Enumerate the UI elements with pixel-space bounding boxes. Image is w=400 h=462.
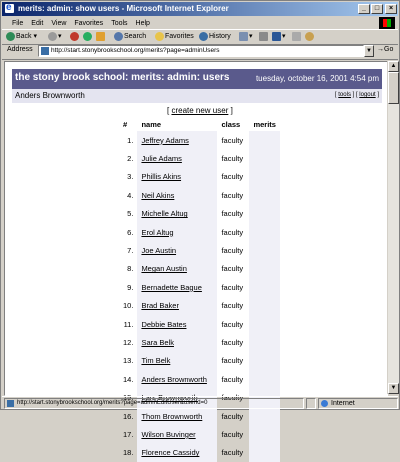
user-name-link[interactable]: Wilson Buvinger	[141, 429, 196, 439]
column-header-merits: merits	[253, 119, 276, 129]
mail-button[interactable]: ▾	[239, 31, 253, 43]
status-bar	[2, 396, 398, 410]
stop-icon	[70, 32, 79, 41]
messenger-icon	[305, 32, 314, 41]
row-number: 2.	[127, 154, 134, 164]
favorites-label: Favorites	[165, 33, 194, 40]
row-number: 4.	[127, 190, 134, 200]
row-number: 9.	[127, 282, 134, 292]
user-merits-cell	[249, 186, 280, 204]
create-new-user-link[interactable]: create new user	[171, 106, 229, 115]
table-row	[119, 278, 280, 296]
scroll-thumb[interactable]	[388, 72, 399, 104]
mail-icon	[239, 32, 248, 41]
user-name-link[interactable]: Tim Belk	[141, 356, 171, 366]
user-merits-cell	[249, 223, 280, 241]
maximize-button[interactable]: □	[371, 4, 383, 14]
table-row	[119, 425, 280, 443]
user-name-link[interactable]: Sara Belk	[141, 337, 174, 347]
user-name-cell	[137, 315, 217, 333]
row-number: 12.	[123, 337, 134, 347]
user-class-cell: faculty	[221, 209, 244, 219]
user-class-cell: faculty	[221, 172, 244, 182]
user-merits-cell	[249, 370, 280, 388]
user-name-link[interactable]: Michelle Altug	[141, 209, 188, 219]
user-merits-cell	[249, 444, 280, 462]
page-title: the stony brook school: merits: admin: users	[15, 72, 230, 83]
home-icon	[96, 32, 105, 41]
discuss-button[interactable]	[292, 31, 302, 43]
user-name-link[interactable]: Anders Brownworth	[141, 374, 207, 384]
user-name-cell	[137, 444, 217, 462]
user-name-link[interactable]: Lars Brownworth	[141, 393, 198, 403]
menu-help[interactable]: Help	[135, 20, 150, 27]
discuss-icon	[292, 32, 301, 41]
user-name-cell	[137, 370, 217, 388]
user-class-cell: faculty	[221, 227, 244, 237]
user-name-link[interactable]: Jeffrey Adams	[141, 135, 189, 145]
user-name-link[interactable]: Bernadette Bague	[141, 282, 202, 292]
row-number: 5.	[127, 209, 134, 219]
user-name-cell	[137, 168, 217, 186]
table-row	[119, 241, 280, 259]
toolbar	[2, 29, 398, 45]
row-number: 14.	[123, 374, 134, 384]
home-button[interactable]	[96, 31, 106, 43]
search-icon	[114, 32, 123, 41]
row-number: 18.	[123, 448, 134, 458]
forward-button[interactable]: ▾	[48, 31, 62, 43]
menu-bar	[2, 16, 398, 29]
user-class-cell: faculty	[221, 356, 244, 366]
favorites-icon	[155, 32, 164, 41]
back-arrow-icon	[6, 32, 15, 41]
row-number: 10.	[123, 301, 134, 311]
create-user-wrapper: [ create new user ]	[167, 106, 233, 115]
user-name-cell	[137, 260, 217, 278]
menu-favorites[interactable]: Favorites	[74, 20, 104, 27]
history-label: History	[209, 33, 231, 40]
address-bar	[2, 44, 398, 60]
status-zone: Internet	[318, 398, 398, 409]
user-merits-cell	[249, 241, 280, 259]
row-number: 3.	[127, 172, 134, 182]
user-class-cell: faculty	[221, 429, 244, 439]
user-name-link[interactable]: Debbie Bates	[141, 319, 187, 329]
search-button[interactable]	[114, 31, 146, 43]
user-merits-cell	[249, 278, 280, 296]
table-row	[119, 370, 280, 388]
table-row	[119, 315, 280, 333]
refresh-button[interactable]	[83, 31, 93, 43]
table-row	[119, 333, 280, 351]
user-name-cell	[137, 425, 217, 443]
column-header-name: name	[141, 119, 162, 129]
user-class-cell: faculty	[221, 411, 244, 421]
menu-tools[interactable]: Tools	[111, 20, 128, 27]
windows-logo-icon	[379, 17, 395, 29]
word-icon	[272, 32, 281, 41]
messenger-button[interactable]	[305, 31, 315, 43]
minimize-button[interactable]: _	[358, 4, 370, 14]
forward-arrow-icon	[48, 32, 57, 41]
back-label: Back	[16, 33, 32, 40]
user-class-cell: faculty	[221, 301, 244, 311]
user-links: [ tools ] [ logout ]	[334, 92, 379, 98]
stop-button[interactable]	[70, 31, 80, 43]
user-name-cell	[137, 333, 217, 351]
title-bar	[2, 2, 398, 16]
user-name-cell	[137, 149, 217, 167]
user-name-link[interactable]: Erol Altug	[141, 227, 174, 237]
back-button[interactable]: Back ▾	[6, 31, 37, 43]
row-number: 17.	[123, 429, 134, 439]
window-title: merits: admin: show users - Microsoft Internet Explorer	[18, 4, 229, 13]
user-class-cell: faculty	[221, 374, 244, 384]
status-panel	[306, 398, 316, 409]
edit-button[interactable]: ▾	[272, 31, 286, 43]
table-row	[119, 444, 280, 462]
user-merits-cell	[249, 260, 280, 278]
go-button[interactable]: →Go	[377, 46, 394, 53]
search-label: Search	[124, 33, 147, 40]
user-name-cell	[137, 186, 217, 204]
menu-view[interactable]: View	[51, 20, 67, 27]
vertical-scrollbar[interactable]	[387, 61, 399, 394]
address-label: Address	[7, 46, 33, 53]
user-class-cell: faculty	[221, 393, 244, 403]
favorites-button[interactable]	[155, 31, 194, 43]
table-row	[119, 168, 280, 186]
table-row	[119, 223, 280, 241]
address-url: http://start.stonybrookschool.org/merits?page=adminUsers	[51, 47, 220, 54]
user-name-link[interactable]: Thom Brownworth	[141, 411, 203, 421]
user-name-cell	[137, 297, 217, 315]
tools-link[interactable]: tools	[338, 92, 351, 98]
user-name-cell	[137, 223, 217, 241]
user-name-cell	[137, 131, 217, 149]
user-name-cell	[137, 278, 217, 296]
go-label: Go	[384, 46, 394, 53]
print-button[interactable]	[259, 31, 269, 43]
scroll-down-button[interactable]: ▼	[388, 383, 399, 394]
user-class-cell: faculty	[221, 448, 244, 458]
row-number: 16.	[123, 411, 134, 421]
user-merits-cell	[249, 333, 280, 351]
print-icon	[259, 32, 268, 41]
user-merits-cell	[249, 168, 280, 186]
table-row	[119, 186, 280, 204]
user-class-cell: faculty	[221, 154, 244, 164]
table-header-row	[119, 117, 280, 131]
history-icon	[199, 32, 208, 41]
column-header-class: class	[221, 119, 241, 129]
user-name-link[interactable]: Julie Adams	[141, 154, 182, 164]
table-row	[119, 260, 280, 278]
user-merits-cell	[249, 297, 280, 315]
current-user: Anders Brownworth	[15, 91, 85, 100]
column-header-num: #	[123, 119, 128, 129]
refresh-icon	[83, 32, 92, 41]
logout-link[interactable]: logout	[359, 92, 376, 98]
row-number: 8.	[127, 264, 134, 274]
user-class-cell: faculty	[221, 264, 244, 274]
user-name-cell	[137, 352, 217, 370]
row-number: 11.	[123, 319, 134, 329]
table-row	[119, 131, 280, 149]
address-dropdown[interactable]: ▼	[364, 45, 374, 57]
user-class-cell: faculty	[221, 319, 244, 329]
row-number: 7.	[127, 246, 134, 256]
page-datetime: tuesday, october 16, 2001 4:54 pm	[255, 74, 379, 83]
user-merits-cell	[249, 315, 280, 333]
user-name-link[interactable]: Megan Austin	[141, 264, 187, 274]
table-row	[119, 149, 280, 167]
user-merits-cell	[249, 131, 280, 149]
user-merits-cell	[249, 205, 280, 223]
user-merits-cell	[249, 352, 280, 370]
users-table	[119, 117, 280, 462]
user-class-cell: faculty	[221, 190, 244, 200]
user-class-cell: faculty	[221, 282, 244, 292]
close-button[interactable]: ×	[385, 4, 397, 14]
user-name-link[interactable]: Neil Akins	[141, 190, 175, 200]
scroll-up-button[interactable]: ▲	[388, 61, 399, 72]
user-name-link[interactable]: Brad Baker	[141, 301, 179, 311]
page-icon	[41, 47, 49, 55]
user-name-cell	[137, 241, 217, 259]
ie-icon	[5, 4, 14, 13]
table-row	[119, 352, 280, 370]
user-bar	[12, 89, 382, 103]
user-merits-cell	[249, 425, 280, 443]
row-number: 1.	[127, 135, 134, 145]
user-class-cell: faculty	[221, 246, 244, 256]
status-url: http://start.stonybrookschool.org/merits?page=adminEditUser&userId=0	[4, 398, 304, 409]
row-number: 6.	[127, 227, 134, 237]
user-class-cell: faculty	[221, 337, 244, 347]
row-number: 13.	[123, 356, 134, 366]
user-name-link[interactable]: Phillis Akins	[141, 172, 182, 182]
menu-edit[interactable]: Edit	[31, 20, 44, 27]
page-header	[12, 69, 382, 89]
table-row	[119, 297, 280, 315]
history-button[interactable]	[199, 31, 231, 43]
row-number: 15.	[123, 393, 134, 403]
user-merits-cell	[249, 149, 280, 167]
user-class-cell: faculty	[221, 135, 244, 145]
user-name-cell	[137, 205, 217, 223]
user-name-link[interactable]: Florence Cassidy	[141, 448, 200, 458]
user-name-link[interactable]: Joe Austin	[141, 246, 177, 256]
menu-file[interactable]: File	[12, 20, 24, 27]
table-row	[119, 205, 280, 223]
address-input[interactable]	[38, 45, 364, 57]
